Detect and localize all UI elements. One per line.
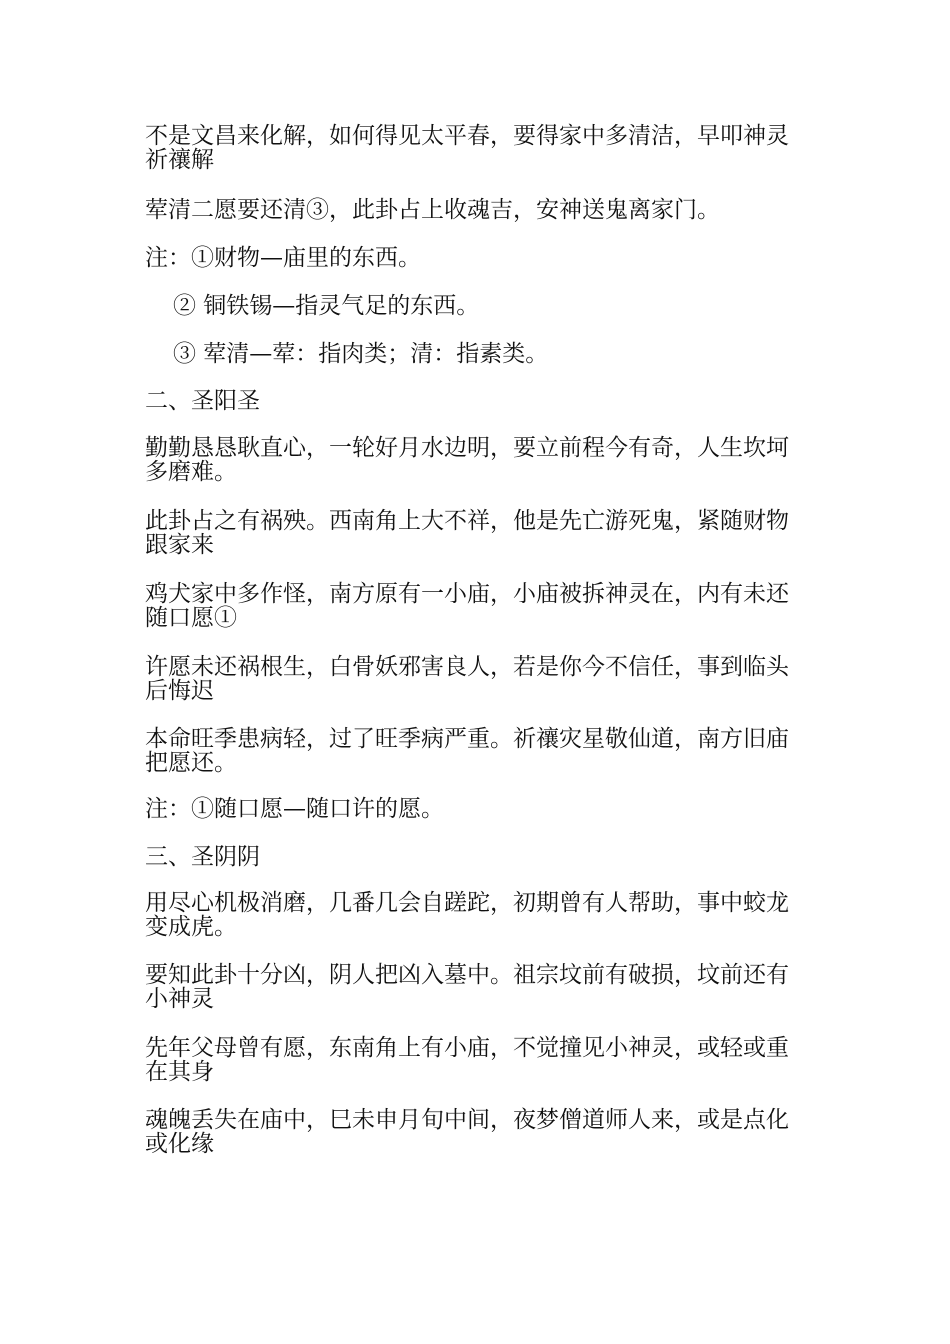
note-item: ② 铜铁锡—指灵气足的东西。	[173, 293, 480, 319]
note-heading: 注：①财物—庙里的东西。	[145, 245, 421, 271]
paragraph: 许愿未还祸根生，白骨妖邪害良人，若是你今不信任，事到临头后悔迟	[145, 654, 789, 704]
section-heading: 三、圣阴阴	[145, 844, 260, 870]
note-heading: 注：①随口愿—随口许的愿。	[145, 796, 444, 822]
paragraph: 勤勤恳恳耿直心，一轮好月水边明，要立前程今有奇，人生坎坷多磨难。	[145, 435, 789, 485]
paragraph: 用尽心机极消磨，几番几会自蹉跎，初期曾有人帮助，事中蛟龙变成虎。	[145, 890, 789, 940]
paragraph: 不是文昌来化解，如何得见太平春，要得家中多清洁，早叩神灵祈禳解	[145, 123, 789, 173]
paragraph: 此卦占之有祸殃。西南角上大不祥，他是先亡游死鬼，紧随财物跟家来	[145, 508, 789, 558]
paragraph: 鸡犬家中多作怪，南方原有一小庙，小庙被拆神灵在，内有未还随口愿①	[145, 581, 789, 631]
paragraph: 本命旺季患病轻，过了旺季病严重。祈禳灾星敬仙道，南方旧庙把愿还。	[145, 726, 789, 776]
section-heading: 二、圣阳圣	[145, 388, 260, 414]
paragraph: 先年父母曾有愿，东南角上有小庙，不觉撞见小神灵，或轻或重在其身	[145, 1035, 789, 1085]
paragraph: 要知此卦十分凶，阴人把凶入墓中。祖宗坟前有破损，坟前还有小神灵	[145, 962, 789, 1012]
paragraph: 荤清二愿要还清③，此卦占上收魂吉，安神送鬼离家门。	[145, 197, 720, 223]
paragraph: 魂魄丢失在庙中，巳未申月旬中间，夜梦僧道师人来，或是点化或化缘	[145, 1107, 789, 1157]
note-item: ③ 荤清—荤：指肉类；清：指素类。	[173, 341, 549, 367]
